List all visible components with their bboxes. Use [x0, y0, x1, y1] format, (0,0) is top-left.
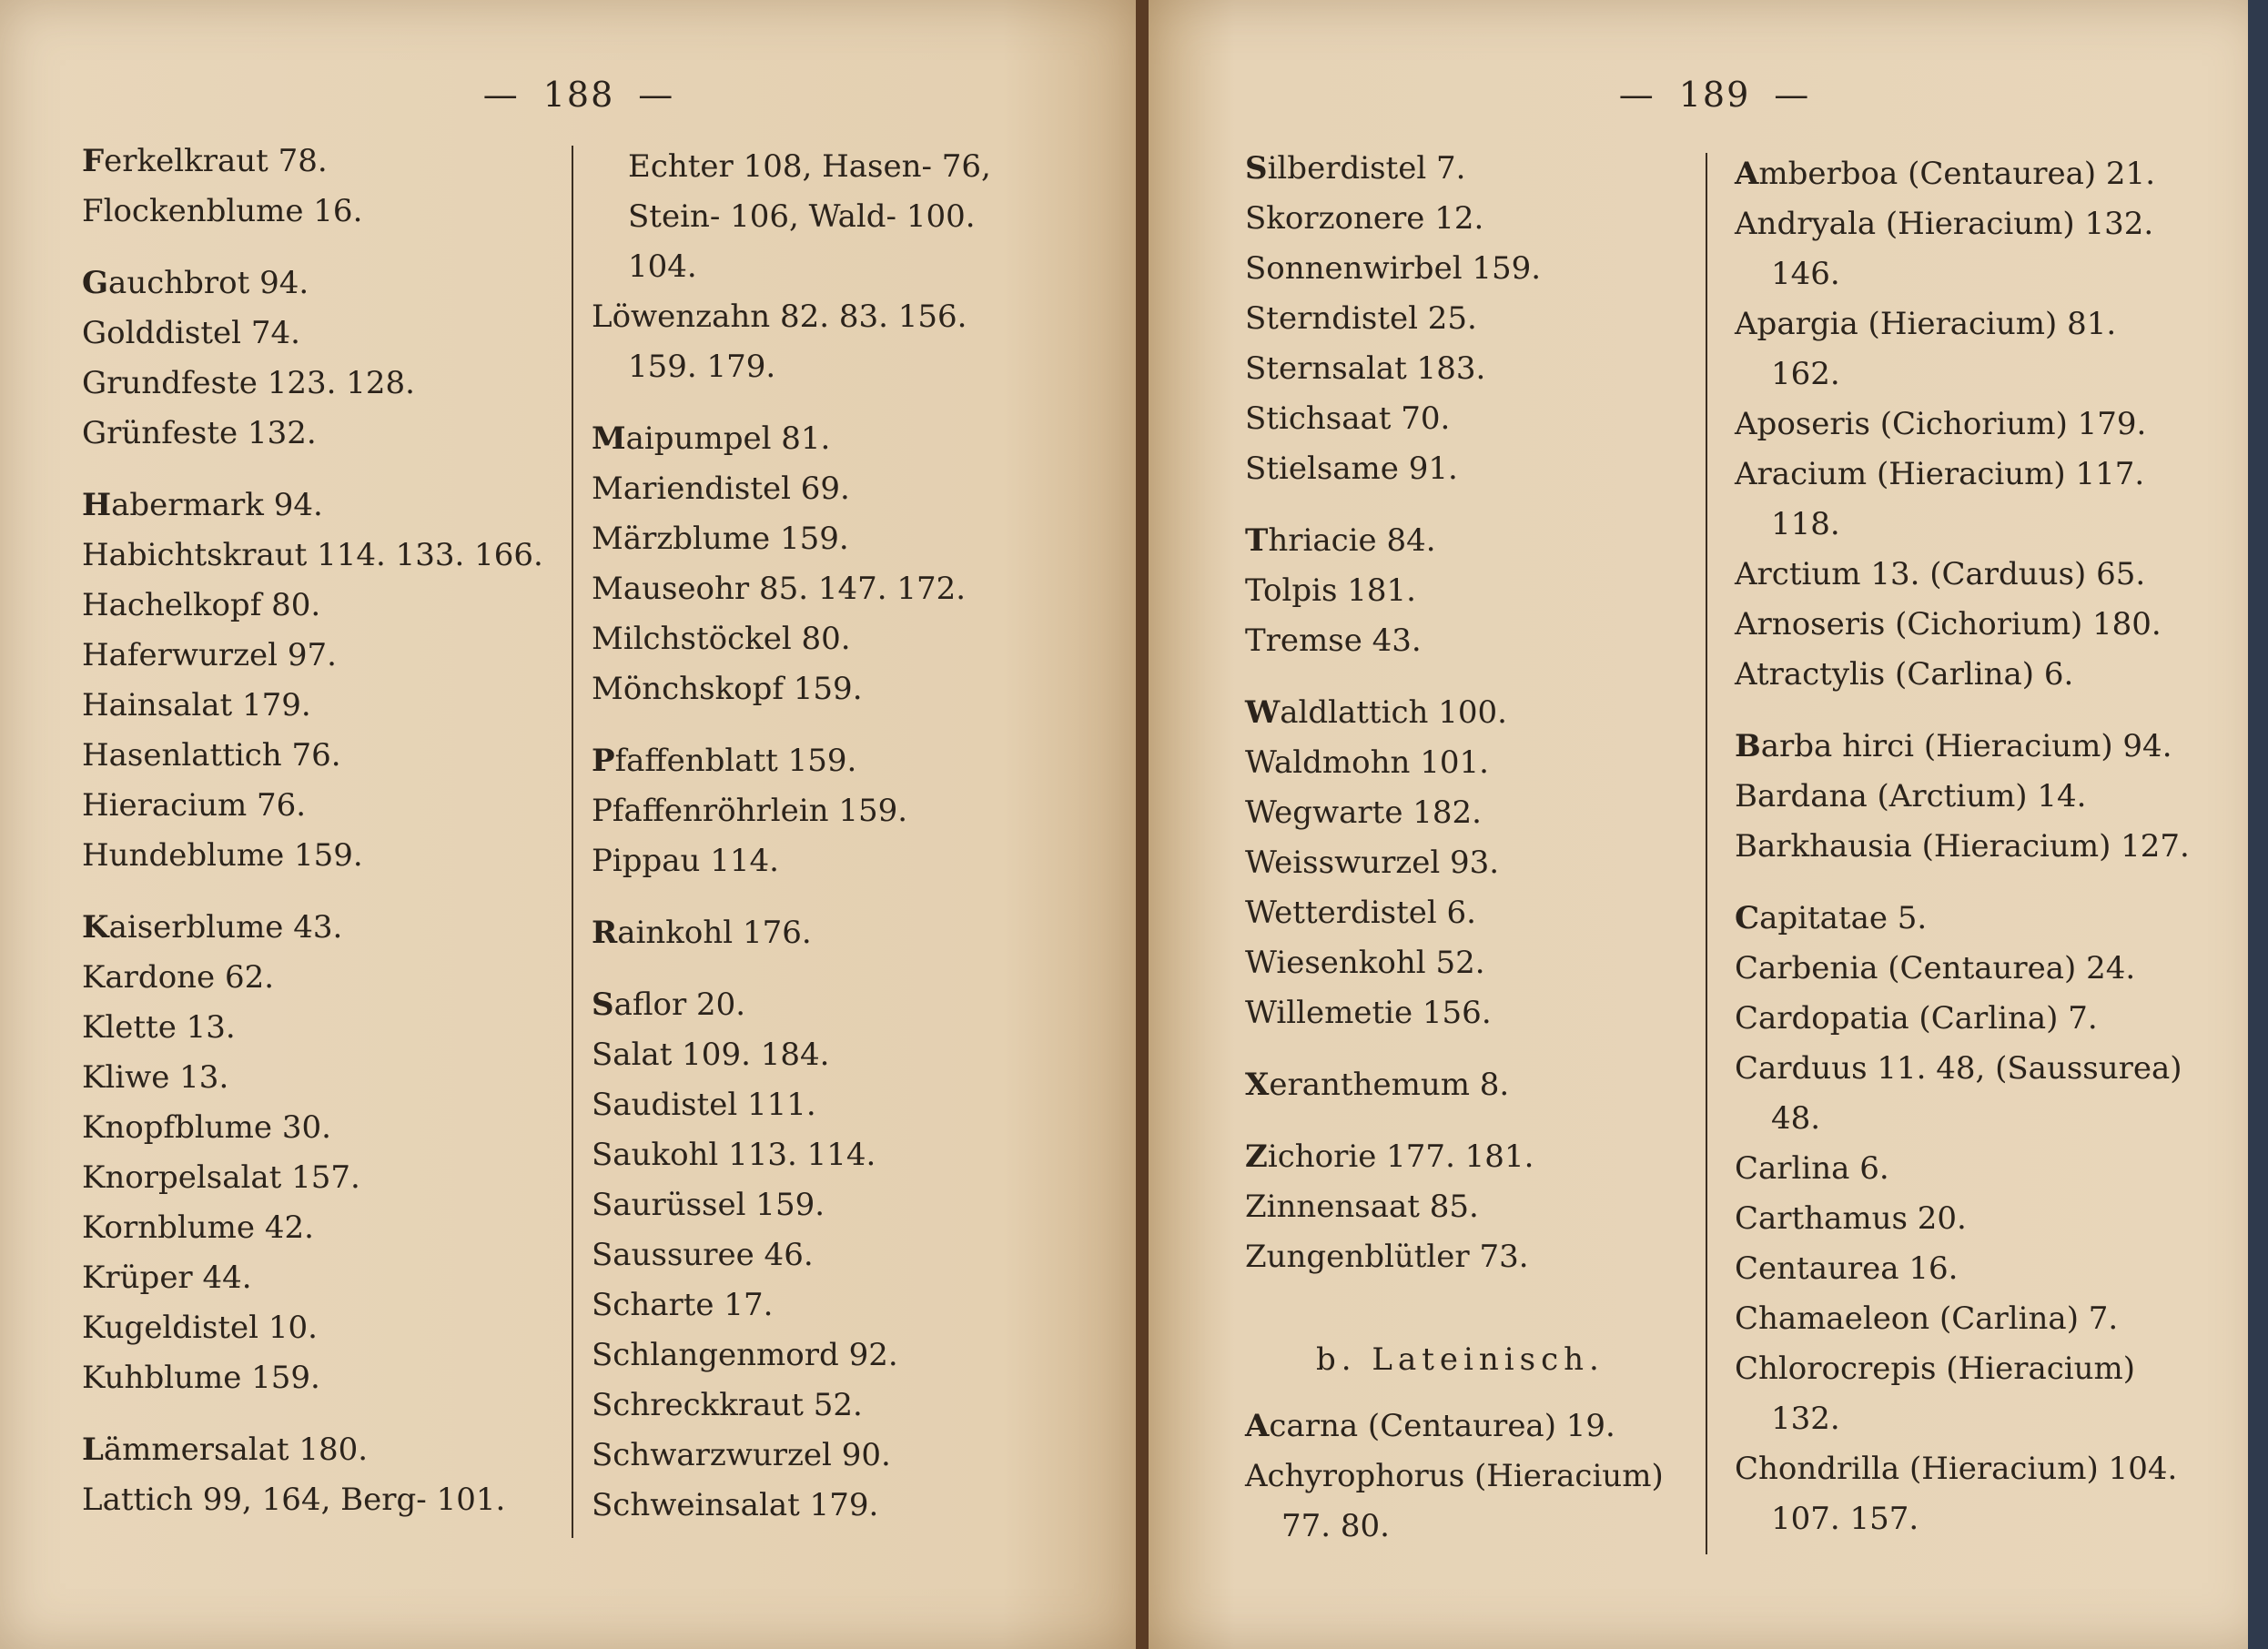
index-entry: Grundfeste 123. 128.: [82, 365, 415, 401]
index-entry: Sonnenwirbel 159.: [1245, 250, 1542, 287]
index-entry: Saussuree 46.: [592, 1237, 814, 1273]
index-entry: Bardana (Arctium) 14.: [1735, 778, 2087, 814]
book-gutter: [1136, 0, 1149, 1649]
index-entry: Schlangenmord 92.: [592, 1337, 898, 1373]
index-entry: Hasenlattich 76.: [82, 737, 341, 774]
index-entry: Schwarzwurzel 90.: [592, 1437, 891, 1473]
right-page-number-value: 189: [1678, 75, 1751, 115]
right-column-rule: [1706, 153, 1707, 1554]
left-page-number-value: 188: [542, 75, 615, 115]
left-page-number: — 188 —: [482, 75, 675, 115]
index-entry: Apargia (Hieracium) 81.: [1735, 306, 2117, 342]
book-cover-edge: [2248, 0, 2268, 1649]
index-entry: Sternsalat 183.: [1245, 350, 1486, 387]
index-entry: Pippau 114.: [592, 843, 779, 879]
index-entry: Saflor 20.: [592, 986, 746, 1023]
index-entry: Carthamus 20.: [1735, 1200, 1967, 1237]
index-entry: Löwenzahn 82. 83. 156.: [592, 298, 967, 335]
index-entry: Xeranthemum 8.: [1245, 1067, 1510, 1103]
right-page-number: — 189 —: [1618, 75, 1811, 115]
index-entry: Habichtskraut 114. 133. 166.: [82, 537, 543, 573]
index-entry: Zungenblütler 73.: [1245, 1239, 1529, 1275]
index-entry: Kardone 62.: [82, 959, 275, 996]
index-entry: 77. 80.: [1281, 1508, 1390, 1544]
index-entry: 104.: [628, 248, 697, 285]
index-entry: Flockenblume 16.: [82, 193, 363, 229]
index-entry: 118.: [1771, 506, 1840, 542]
index-entry: Lämmersalat 180.: [82, 1431, 369, 1468]
index-entry: Lattich 99, 164, Berg- 101.: [82, 1482, 506, 1518]
index-entry: Hainsalat 179.: [82, 687, 311, 723]
index-entry: Hachelkopf 80.: [82, 587, 321, 623]
index-entry: Centaurea 16.: [1735, 1250, 1959, 1287]
right-page-column-2: [1735, 149, 2190, 1544]
index-entry: Waldmohn 101.: [1245, 744, 1489, 781]
left-page-column-2: [592, 142, 991, 1531]
index-entry: Pfaffenröhrlein 159.: [592, 793, 908, 829]
index-entry: Saukohl 113. 114.: [592, 1137, 876, 1173]
index-entry: Aracium (Hieracium) 117.: [1735, 456, 2145, 492]
index-entry: Pfaffenblatt 159.: [592, 743, 857, 779]
index-entry: Capitatae 5.: [1735, 900, 1928, 936]
index-entry: 48.: [1771, 1100, 1821, 1137]
index-entry: Maipumpel 81.: [592, 420, 831, 457]
index-entry: Märzblume 159.: [592, 521, 849, 557]
index-entry: Tolpis 181.: [1245, 572, 1416, 609]
index-entry: Aposeris (Cichorium) 179.: [1735, 406, 2147, 442]
left-column-rule: [572, 146, 573, 1538]
index-entry: Saurüssel 159.: [592, 1187, 825, 1223]
index-entry: Atractylis (Carlina) 6.: [1735, 656, 2074, 693]
index-entry: Echter 108, Hasen- 76,: [628, 148, 991, 185]
right-page-latin-entries: [1245, 1401, 1664, 1552]
index-entry: Thriacie 84.: [1245, 522, 1436, 559]
index-entry: Amberboa (Centaurea) 21.: [1735, 156, 2155, 192]
index-entry: 162.: [1771, 356, 1840, 392]
left-page-column-1: [82, 137, 543, 1525]
index-entry: Arctium 13. (Carduus) 65.: [1735, 556, 2146, 592]
index-entry: Skorzonere 12.: [1245, 200, 1484, 237]
index-entry: Klette 13.: [82, 1009, 236, 1046]
index-entry: Knorpelsalat 157.: [82, 1159, 360, 1196]
index-entry: Grünfeste 132.: [82, 415, 317, 451]
index-entry: Kuhblume 159.: [82, 1360, 320, 1396]
index-entry: Mariendistel 69.: [592, 470, 850, 507]
index-entry: 132.: [1771, 1401, 1840, 1437]
index-entry: Milchstöckel 80.: [592, 621, 851, 657]
index-entry: 146.: [1771, 256, 1840, 292]
index-entry: Achyrophorus (Hieracium): [1245, 1458, 1664, 1494]
index-entry: Stein- 106, Wald- 100.: [628, 198, 976, 235]
index-entry: Krüper 44.: [82, 1260, 252, 1296]
index-entry: Andryala (Hieracium) 132.: [1735, 206, 2154, 242]
section-subheading: b. Lateinisch.: [1316, 1341, 1605, 1378]
right-page-column-1: [1245, 144, 1541, 1282]
index-entry: Kugeldistel 10.: [82, 1310, 318, 1346]
index-entry: Waldlattich 100.: [1245, 694, 1507, 731]
index-entry: Stielsame 91.: [1245, 450, 1458, 487]
index-entry: Carduus 11. 48, (Saussurea): [1735, 1050, 2182, 1087]
index-entry: Scharte 17.: [592, 1287, 774, 1323]
index-entry: Kliwe 13.: [82, 1059, 229, 1096]
index-entry: Willemetie 156.: [1245, 995, 1492, 1031]
index-entry: Salat 109. 184.: [592, 1037, 830, 1073]
index-entry: Hundeblume 159.: [82, 837, 363, 874]
index-entry: Zinnensaat 85.: [1245, 1189, 1479, 1225]
index-entry: Haferwurzel 97.: [82, 637, 337, 673]
index-entry: 107. 157.: [1771, 1501, 1919, 1537]
index-entry: Kornblume 42.: [82, 1209, 314, 1246]
index-entry: Chlorocrepis (Hieracium): [1735, 1351, 2136, 1387]
index-entry: Gauchbrot 94.: [82, 265, 309, 301]
index-entry: Habermark 94.: [82, 487, 323, 523]
index-entry: Chondrilla (Hieracium) 104.: [1735, 1451, 2178, 1487]
index-entry: Wiesenkohl 52.: [1245, 945, 1485, 981]
index-entry: Barba hirci (Hieracium) 94.: [1735, 728, 2172, 764]
index-entry: Mönchskopf 159.: [592, 671, 863, 707]
index-entry: Weisswurzel 93.: [1245, 845, 1500, 881]
index-entry: Knopfblume 30.: [82, 1109, 331, 1146]
index-entry: Stichsaat 70.: [1245, 400, 1451, 437]
index-entry: 159. 179.: [628, 349, 776, 385]
index-entry: Rainkohl 176.: [592, 915, 812, 951]
index-entry: Carlina 6.: [1735, 1150, 1889, 1187]
index-entry: Silberdistel 7.: [1245, 150, 1466, 187]
index-entry: Ferkelkraut 78.: [82, 143, 328, 179]
index-entry: Chamaeleon (Carlina) 7.: [1735, 1300, 2119, 1337]
index-entry: Schweinsalat 179.: [592, 1487, 879, 1523]
index-entry: Barkhausia (Hieracium) 127.: [1735, 828, 2190, 865]
index-entry: Wegwarte 182.: [1245, 794, 1482, 831]
index-entry: Golddistel 74.: [82, 315, 300, 351]
index-entry: Wetterdistel 6.: [1245, 895, 1476, 931]
index-entry: Kaiserblume 43.: [82, 909, 343, 946]
index-entry: Carbenia (Centaurea) 24.: [1735, 950, 2136, 986]
index-entry: Sterndistel 25.: [1245, 300, 1477, 337]
index-entry: Tremse 43.: [1245, 622, 1422, 659]
index-entry: Zichorie 177. 181.: [1245, 1138, 1534, 1175]
index-entry: Arnoseris (Cichorium) 180.: [1735, 606, 2162, 642]
index-entry: Saudistel 111.: [592, 1087, 816, 1123]
index-entry: Acarna (Centaurea) 19.: [1245, 1408, 1615, 1444]
index-entry: Schreckkraut 52.: [592, 1387, 863, 1423]
index-entry: Cardopatia (Carlina) 7.: [1735, 1000, 2098, 1037]
index-entry: Mauseohr 85. 147. 172.: [592, 571, 967, 607]
index-entry: Hieracium 76.: [82, 787, 307, 824]
